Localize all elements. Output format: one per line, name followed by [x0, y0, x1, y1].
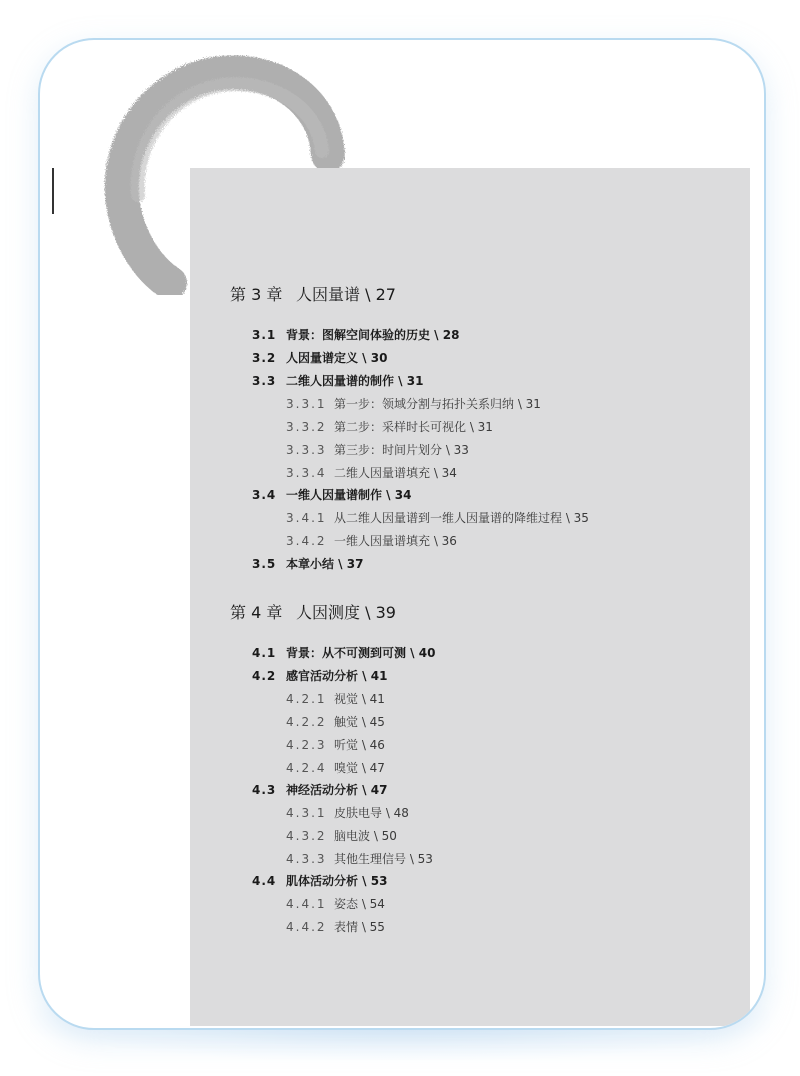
subsection-title: 第三步：时间片划分 \ 33 [334, 443, 469, 457]
toc-section [252, 781, 387, 798]
section-title: 神经活动分析 \ 47 [286, 783, 388, 797]
subsection-number: 3.4.1 [286, 511, 327, 525]
section-number: 4.1 [252, 646, 277, 660]
chapter-number: 第 4 章 [230, 603, 283, 622]
toc-subsection [286, 532, 457, 549]
toc-section [252, 872, 387, 889]
subsection-title: 视觉 \ 41 [334, 692, 385, 706]
subsection-title: 脑电波 \ 50 [334, 829, 397, 843]
subsection-title: 嗅觉 \ 47 [334, 761, 385, 775]
section-number: 3.5 [252, 557, 277, 571]
toc-subsection [286, 918, 385, 935]
subsection-number: 4.2.3 [286, 738, 327, 752]
subsection-number: 3.3.4 [286, 466, 327, 480]
toc-subsection [286, 850, 433, 867]
toc-subsection [286, 464, 457, 481]
subsection-number: 4.4.2 [286, 920, 327, 934]
subsection-number: 3.4.2 [286, 534, 327, 548]
subsection-title: 表情 \ 55 [334, 920, 385, 934]
subsection-number: 4.3.3 [286, 852, 327, 866]
subsection-title: 触觉 \ 45 [334, 715, 385, 729]
section-number: 4.3 [252, 783, 277, 797]
toc-subsection [286, 736, 385, 753]
toc-subsection [286, 759, 385, 776]
toc-subsection [286, 509, 589, 526]
subsection-title: 其他生理信号 \ 53 [334, 852, 433, 866]
subsection-number: 4.2.4 [286, 761, 327, 775]
section-number: 3.1 [252, 328, 277, 342]
margin-mark [52, 168, 54, 214]
toc-subsection [286, 690, 385, 707]
section-title: 本章小结 \ 37 [286, 557, 364, 571]
subsection-number: 3.3.2 [286, 420, 327, 434]
subsection-number: 3.3.3 [286, 443, 327, 457]
section-number: 3.2 [252, 351, 277, 365]
section-title: 人因量谱定义 \ 30 [286, 351, 388, 365]
chapter-title: 人因测度 \ 39 [296, 603, 396, 622]
section-title: 肌体活动分析 \ 53 [286, 874, 388, 888]
chapter-number: 第 3 章 [230, 285, 283, 304]
preview-card [38, 38, 766, 1030]
toc-section [252, 555, 363, 572]
chapter-heading [230, 600, 396, 623]
subsection-title: 听觉 \ 46 [334, 738, 385, 752]
chapter-title: 人因量谱 \ 27 [296, 285, 396, 304]
toc-subsection [286, 441, 469, 458]
toc-subsection [286, 418, 493, 435]
subsection-number: 4.2.2 [286, 715, 327, 729]
toc-section [252, 326, 459, 343]
section-title: 一维人因量谱制作 \ 34 [286, 488, 412, 502]
subsection-title: 第二步：采样时长可视化 \ 31 [334, 420, 493, 434]
section-number: 3.3 [252, 374, 277, 388]
subsection-title: 二维人因量谱填充 \ 34 [334, 466, 457, 480]
toc-section [252, 486, 411, 503]
chapter-heading [230, 282, 396, 305]
subsection-number: 3.3.1 [286, 397, 327, 411]
subsection-number: 4.3.2 [286, 829, 327, 843]
subsection-title: 第一步：领域分割与拓扑关系归纳 \ 31 [334, 397, 541, 411]
toc-subsection [286, 895, 385, 912]
section-title: 感官活动分析 \ 41 [286, 669, 388, 683]
toc-section [252, 372, 423, 389]
toc-section [252, 667, 387, 684]
toc-subsection [286, 827, 397, 844]
subsection-title: 皮肤电导 \ 48 [334, 806, 409, 820]
toc-subsection [286, 804, 409, 821]
section-title: 背景：图解空间体验的历史 \ 28 [286, 328, 460, 342]
toc-subsection [286, 713, 385, 730]
subsection-number: 4.2.1 [286, 692, 327, 706]
section-number: 4.2 [252, 669, 277, 683]
section-title: 背景：从不可测到可测 \ 40 [286, 646, 436, 660]
subsection-title: 从二维人因量谱到一维人因量谱的降维过程 \ 35 [334, 511, 589, 525]
section-number: 4.4 [252, 874, 277, 888]
subsection-number: 4.4.1 [286, 897, 327, 911]
book-page [190, 168, 750, 1026]
subsection-title: 一维人因量谱填充 \ 36 [334, 534, 457, 548]
section-title: 二维人因量谱的制作 \ 31 [286, 374, 424, 388]
toc-section [252, 349, 387, 366]
toc-section [252, 644, 435, 661]
subsection-title: 姿态 \ 54 [334, 897, 385, 911]
section-number: 3.4 [252, 488, 277, 502]
toc-subsection [286, 395, 541, 412]
subsection-number: 4.3.1 [286, 806, 327, 820]
